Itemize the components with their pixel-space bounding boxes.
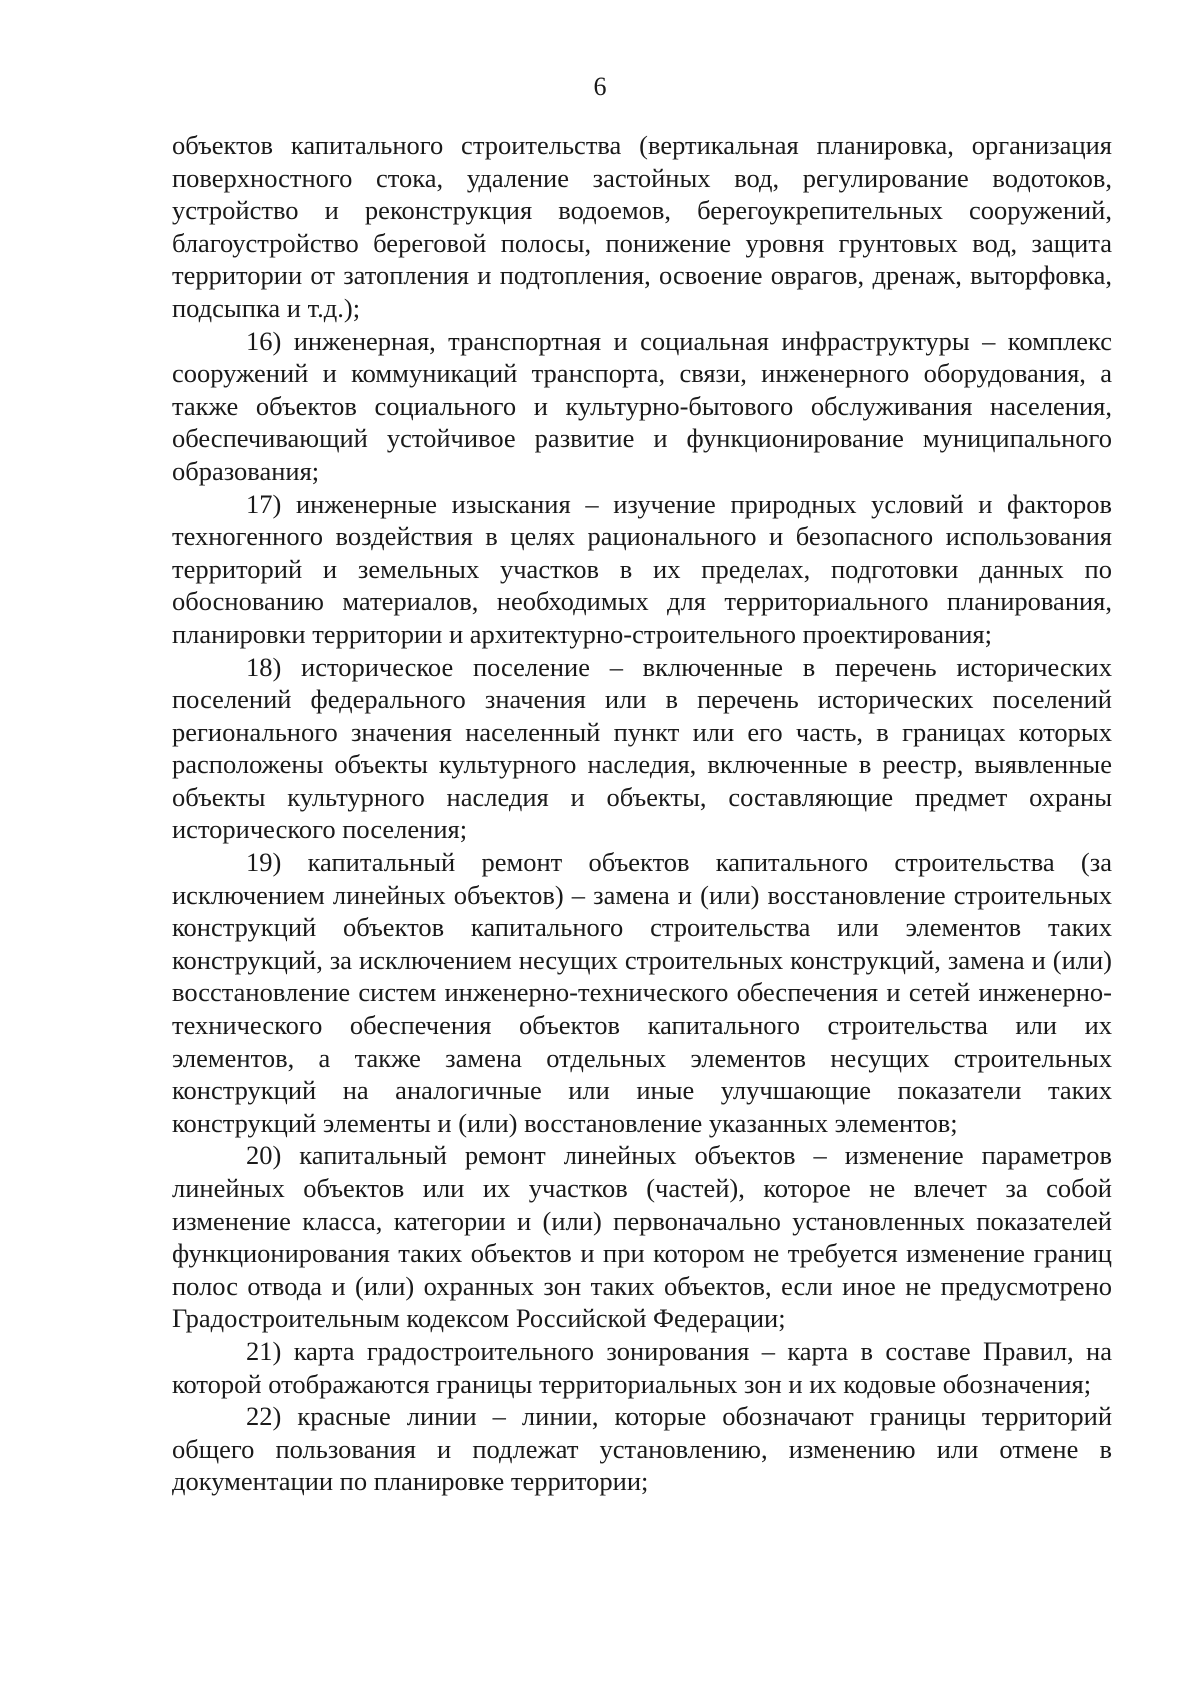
paragraph-item-18: 18) историческое поселение – включенные в перечень исторических поселений федерального значения или в перечень исторических поселений регионального значения населенный пункт или его часть, в границах которых расположены объекты культурного наследия, включенные в реестр, выявленные объекты культурного наследия и объекты, составляющие предмет охраны исторического поселения; bbox=[172, 651, 1112, 845]
page-number: 6 bbox=[593, 72, 607, 101]
paragraph-item-22: 22) красные линии – линии, которые обозначают границы территорий общего пользования и подлежат установлению, изменению или отмене в документации по планировке территории; bbox=[172, 1401, 1112, 1497]
paragraph-item-17: 17) инженерные изыскания – изучение природных условий и факторов техногенного воздействия в целях рационального и безопасного использования территорий и земельных участков в их пределах, подготовки данных по обоснованию материалов, необходимых для территориального планирования, планировки территории и архитектурно-строительного проектирования; bbox=[172, 488, 1112, 649]
paragraph-item-16: 16) инженерная, транспортная и социальная инфраструктуры – комплекс сооружений и коммуникаций транспорта, связи, инженерного оборудования, а также объектов социального и культурно-бытового обслуживания населения, обеспечивающий устойчивое развитие и функционирование муниципального образования; bbox=[172, 325, 1112, 486]
paragraph-item-19: 19) капитальный ремонт объектов капитального строительства (за исключением линейных объектов) – замена и (или) восстановление строительных конструкций объектов капитального строительства или элементов таких конструкций, за исключением несущих строительных конструкций, замена и (или) восстановление систем инженерно-технического обеспечения и сетей инженерно-технического обеспечения объектов капитального строительства или их элементов, а также замена отдельных элементов несущих строительных конструкций на аналогичные или иные улучшающие показатели таких конструкций элементы и (или) восстановление указанных элементов; bbox=[172, 847, 1112, 1138]
document-body bbox=[172, 129, 1112, 1498]
paragraph-item-21: 21) карта градостроительного зонирования – карта в составе Правил, на которой отображаются границы территориальных зон и их кодовые обозначения; bbox=[172, 1335, 1112, 1399]
paragraph-continuation: объектов капитального строительства (вертикальная планировка, организация поверхностного стока, удаление застойных вод, регулирование водотоков, устройство и реконструкция водоемов, берегоукрепительных сооружений, благоустройство береговой полосы, понижение уровня грунтовых вод, защита территории от затопления и подтопления, освоение оврагов, дренаж, выторфовка, подсыпка и т.д.); bbox=[172, 130, 1112, 323]
paragraph-item-20: 20) капитальный ремонт линейных объектов – изменение параметров линейных объектов или их участков (частей), которое не влечет за собой изменение класса, категории и (или) первоначально установленных показателей функционирования таких объектов и при котором не требуется изменение границ полос отвода и (или) охранных зон таких объектов, если иное не предусмотрено Градостроительным кодексом Российской Федерации; bbox=[172, 1140, 1112, 1334]
